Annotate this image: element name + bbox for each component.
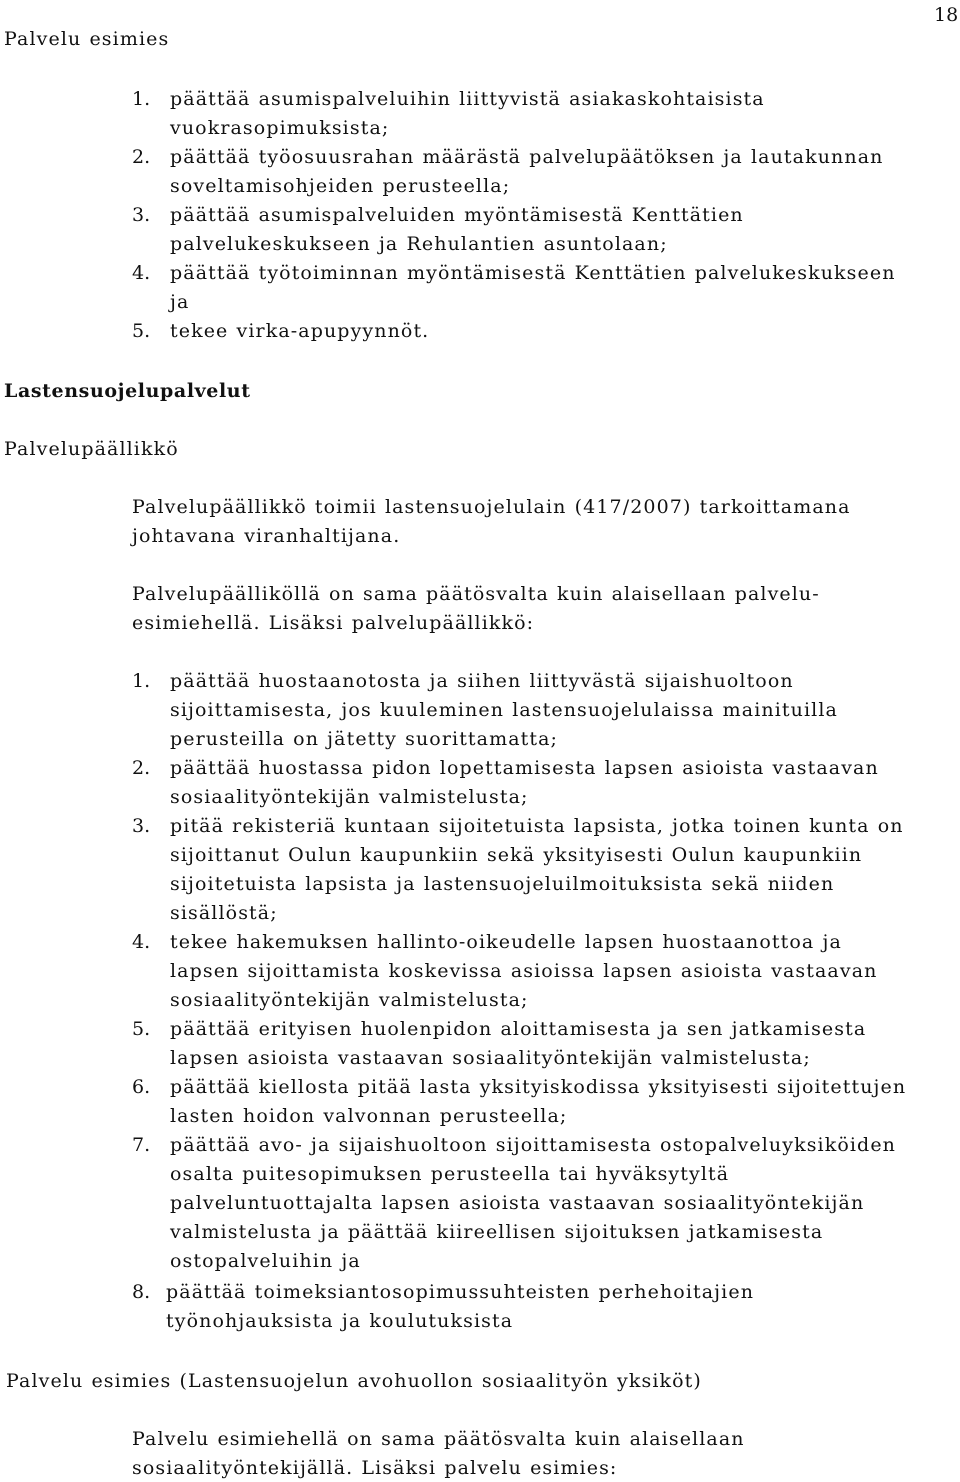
list-item-line: päättää toimeksiantosopimussuhteisten perhehoitajien — [166, 1281, 755, 1303]
list-item-line: lapsen asioista vastaavan sosiaalityöntekijän valmistelusta; — [170, 1047, 811, 1069]
list-number: 3. — [132, 204, 151, 226]
list-number: 6. — [132, 1076, 151, 1098]
list-item-line: lasten hoidon valvonnan perusteella; — [170, 1105, 568, 1127]
section-heading: Palvelu esimies — [4, 28, 170, 50]
page-number: 18 — [934, 4, 959, 26]
list-item-line: päättää huostaanotosta ja siihen liittyvästä sijaishuoltoon — [170, 670, 794, 692]
list-number: 5. — [132, 320, 151, 342]
list-item-line: perusteilla on jätetty suorittamatta; — [170, 728, 559, 750]
list-item-line: vuokrasopimuksista; — [170, 117, 390, 139]
list-item-line: päättää asumispalveluiden myöntämisestä Kenttätien — [170, 204, 744, 226]
list-number: 1. — [132, 670, 151, 692]
paragraph-line: Palvelupäällikkö toimii lastensuojelulain (417/2007) tarkoittamana — [132, 496, 851, 518]
list-item-line: sijoitetuista lapsista ja lastensuojeluilmoituksista sekä niiden — [170, 873, 835, 895]
list-number: 4. — [132, 931, 151, 953]
list-number: 3. — [132, 815, 151, 837]
section-title: Lastensuojelupalvelut — [4, 380, 251, 402]
list-item-line: tekee hakemuksen hallinto-oikeudelle lapsen huostaanottoa ja — [170, 931, 842, 953]
list-number: 2. — [132, 757, 151, 779]
list-item-line: soveltamisohjeiden perusteella; — [170, 175, 511, 197]
list-item-line: sijoittamisesta, jos kuuleminen lastensuojelulaissa mainituilla — [170, 699, 838, 721]
list-number: 2. — [132, 146, 151, 168]
paragraph-line: Palvelu esimiehellä on sama päätösvalta kuin alaisellaan — [132, 1428, 745, 1450]
list-item-line: tekee virka-apupyynnöt. — [170, 320, 430, 342]
list-item-line: päättää asumispalveluihin liittyvistä asiakaskohtaisista — [170, 88, 765, 110]
list-number: 5. — [132, 1018, 151, 1040]
paragraph-line: sosiaalityöntekijällä. Lisäksi palvelu esimies: — [132, 1457, 618, 1479]
list-item-line: sosiaalityöntekijän valmistelusta; — [170, 786, 529, 808]
section-subtitle: Palvelupäällikkö — [4, 438, 179, 460]
section-heading: Palvelu esimies (Lastensuojelun avohuollon sosiaalityön yksiköt) — [6, 1370, 702, 1392]
paragraph-line: Palvelupäälliköllä on sama päätösvalta kuin alaisellaan palvelu- — [132, 583, 820, 605]
list-item-line: ostopalveluihin ja — [170, 1250, 361, 1272]
list-item-line: osalta puitesopimuksen perusteella tai hyväksytyltä — [170, 1163, 730, 1185]
list-number: 1. — [132, 88, 151, 110]
list-item-line: päättää huostassa pidon lopettamisesta lapsen asioista vastaavan — [170, 757, 879, 779]
list-item-line: palvelukeskukseen ja Rehulantien asuntolaan; — [170, 233, 668, 255]
list-number: 7. — [132, 1134, 151, 1156]
list-number: 4. — [132, 262, 151, 284]
list-item-line: sijoittanut Oulun kaupunkiin sekä yksityisesti Oulun kaupunkiin — [170, 844, 863, 866]
list-item-line: sosiaalityöntekijän valmistelusta; — [170, 989, 529, 1011]
list-number: 8. — [132, 1281, 151, 1303]
list-item-line: päättää erityisen huolenpidon aloittamisesta ja sen jatkamisesta — [170, 1018, 867, 1040]
list-item-line: työnohjauksista ja koulutuksista — [166, 1310, 514, 1332]
list-item-line: pitää rekisteriä kuntaan sijoitetuista lapsista, jotka toinen kunta on — [170, 815, 904, 837]
paragraph-line: esimiehellä. Lisäksi palvelupäällikkö: — [132, 612, 535, 634]
list-item-line: valmistelusta ja päättää kiireellisen sijoituksen jatkamisesta — [170, 1221, 824, 1243]
paragraph-line: johtavana viranhaltijana. — [132, 525, 401, 547]
list-item-line: päättää työosuusrahan määrästä palvelupäätöksen ja lautakunnan — [170, 146, 884, 168]
list-item-line: päättää avo- ja sijaishuoltoon sijoittamisesta ostopalveluyksiköiden — [170, 1134, 896, 1156]
list-item-line: sisällöstä; — [170, 902, 278, 924]
list-item-line: lapsen sijoittamista koskevissa asioissa lapsen asioista vastaavan — [170, 960, 878, 982]
list-item-line: palveluntuottajalta lapsen asioista vastaavan sosiaalityöntekijän — [170, 1192, 865, 1214]
list-item-line: päättää kiellosta pitää lasta yksityiskodissa yksityisesti sijoitettujen — [170, 1076, 907, 1098]
list-item-line: päättää työtoiminnan myöntämisestä Kenttätien palvelukeskukseen — [170, 262, 896, 284]
list-item-line: ja — [170, 291, 190, 313]
